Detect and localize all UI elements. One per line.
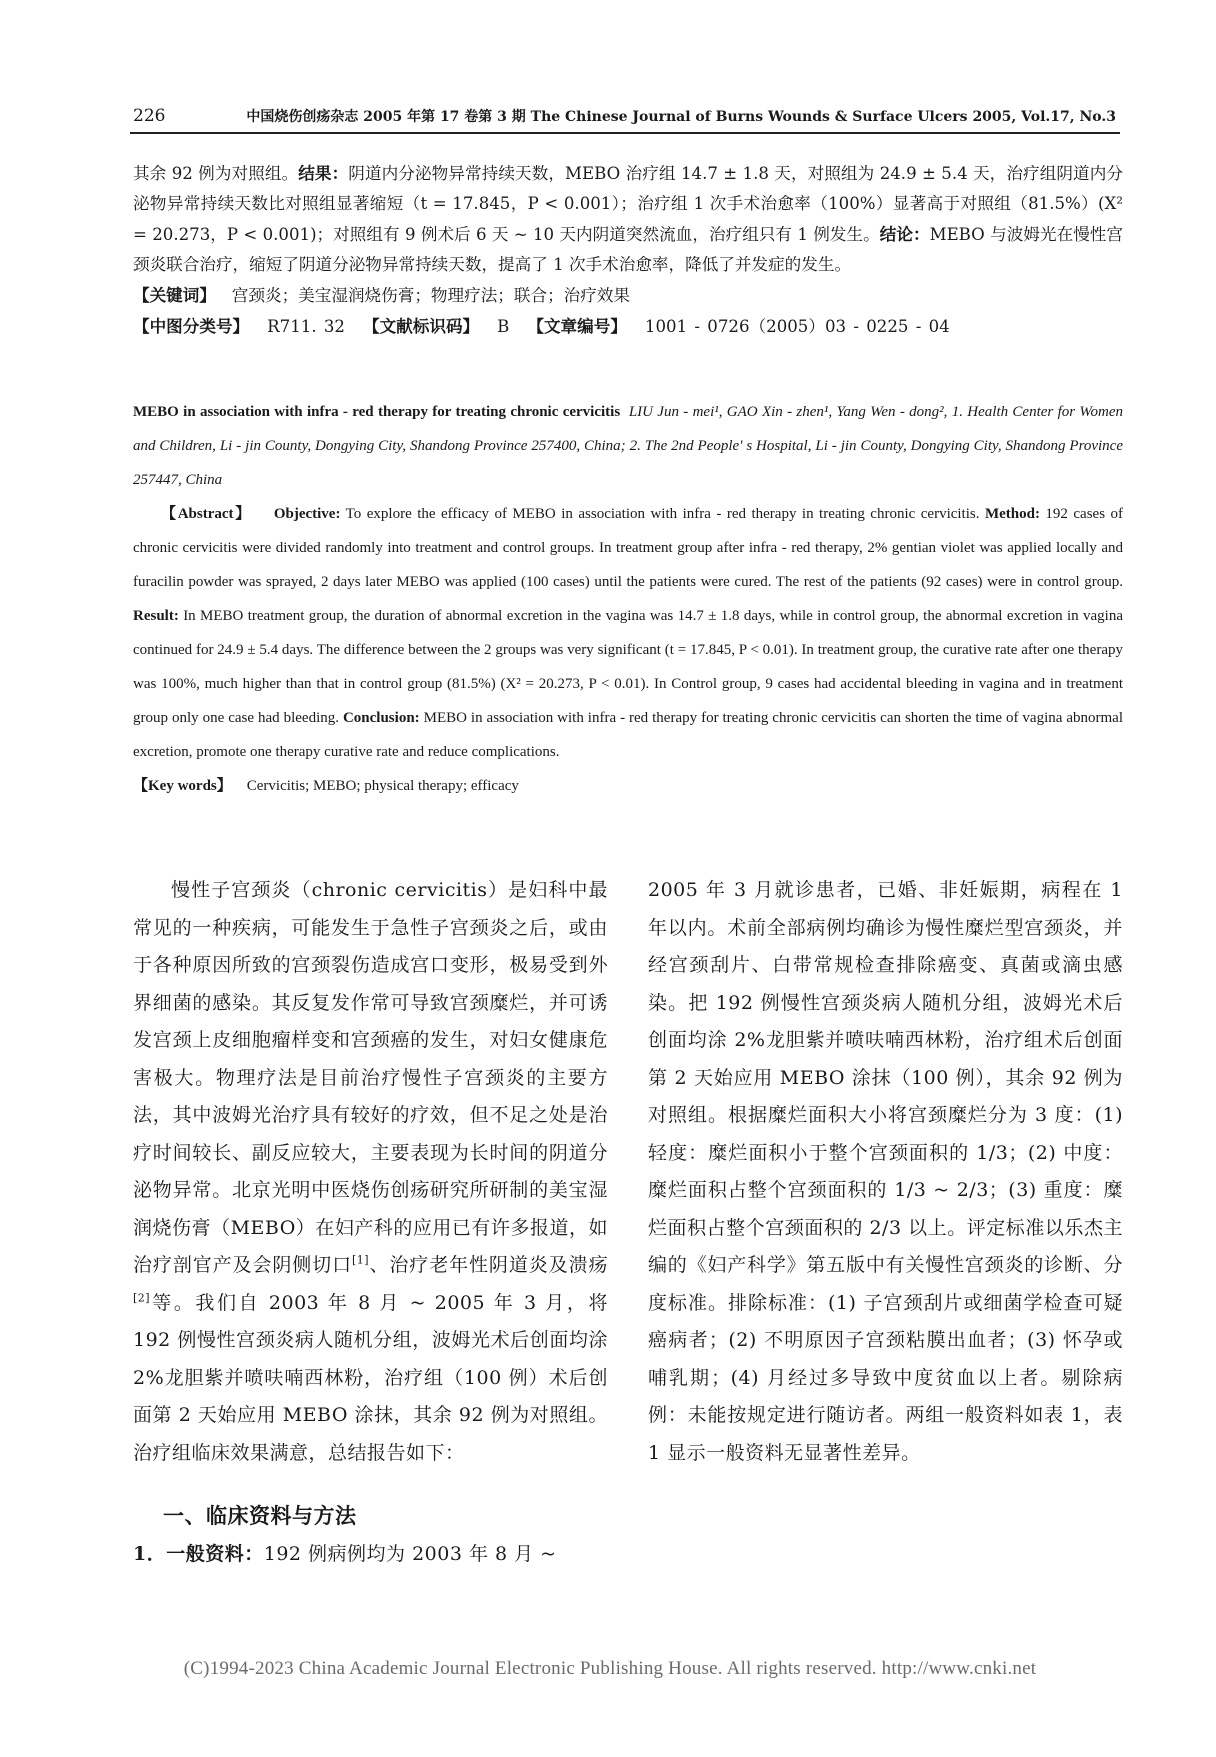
cn-result-label: 结果：: [298, 163, 349, 183]
intro-text-start: 慢性子宫颈炎（chronic cervicitis）是妇科中最常见的一种疾病，可能发生于急性子宫颈炎之后，或由于各种原因所致的宫颈裂伤造成宫口变形，极易受到外界细菌的感染。其反复发作常可导致宫颈糜烂，并可诱发宫颈上皮细胞瘤样变和宫颈癌的发生，对妇女健康危害极大。物理疗法是目前治疗慢性子宫颈炎的主要方法，其中波姆光治疗具有较好的疗效，但不足之处是治疗时间较长、副反应较大，主要表现为长时间的阴道分泌物异常。北京光明中医烧伤创疡研究所研制的美宝湿润烧伤膏（MEBO）在妇产科的应用已有许多报道，如治疗剖官产及会阴侧切口: [133, 879, 608, 1276]
en-keywords: [133, 769, 1123, 803]
en-conclusion-label: Conclusion:: [342, 710, 420, 726]
chinese-abstract: [133, 158, 1123, 342]
intro-text-end: 等。我们自 2003 年 8 月 ~ 2005 年 3 月，将 192 例慢性宫颈炎病人随机分组，波姆光术后创面均涂 2%龙胆紫并喷呋喃西林粉，治疗组（100 例）术后创面第 2 天始应用 MEBO 涂抹，其余 92 例为对照组。治疗组临床效果满意，总结报告如下：: [133, 1291, 608, 1464]
en-title-authors: [133, 395, 1123, 497]
doc-code-label: 【文献标识码】: [363, 316, 480, 336]
en-keywords-label: 【Key words】: [133, 778, 232, 794]
page-number: 226: [133, 106, 166, 126]
clc-value: R711. 32: [267, 317, 345, 336]
en-objective-label: Objective:: [273, 506, 341, 522]
doc-code-value: B: [497, 317, 510, 336]
english-abstract: [133, 395, 1123, 803]
en-title: MEBO in association with infra - red therapy for treating chronic cervicitis: [133, 404, 621, 420]
copyright-footer: (C)1994-2023 China Academic Journal Electronic Publishing House. All rights reserved. http://www.cnki.net: [183, 1658, 1037, 1679]
cn-keywords: [133, 280, 1123, 311]
cn-continuation: 其余 92 例为对照组。: [133, 164, 299, 183]
right-column: [648, 872, 1123, 1632]
citation-1: [1]: [351, 1253, 370, 1267]
cn-conclusion-text: MEBO 与波姆光在慢性宫颈炎联合治疗，缩短了阴道分泌物异常持续天数，提高了 1 次手术治愈率，降低了并发症的发生。: [133, 225, 1124, 274]
en-conclusion-text: MEBO in association with infra - red therapy for treating chronic cervicitis can shorten the time of vagina abnormal excretion, promote one therapy curative rate and reduce complications.: [133, 710, 1124, 760]
left-column: [133, 872, 608, 1632]
subsection-general-data: [133, 1536, 608, 1574]
subsection-label: 1．一般资料：: [133, 1543, 264, 1565]
cn-keywords-label: 【关键词】: [133, 285, 216, 305]
methods-paragraph: 2005 年 3 月就诊患者，已婚、非妊娠期，病程在 1 年以内。术前全部病例均确诊为慢性糜烂型宫颈炎，并经宫颈刮片、白带常规检查排除癌变、真菌或滴虫感染。把 192 例慢性宫颈炎病人随机分组，波姆光术后创面均涂 2%龙胆紫并喷呋喃西林粉，治疗组术后创面第 2 天始应用 MEBO 涂抹（100 例），其余 92 例为对照组。根据糜烂面积大小将宫颈糜烂分为 3 度：(1) 轻度：糜烂面积小于整个宫颈面积的 1/3；(2) 中度：糜烂面积占整个宫颈面积的 1/3 ~ 2/3；(3) 重度：糜烂面积占整个宫颈面积的 2/3 以上。评定标准以乐杰主编的《妇产科学》第五版中有关慢性宫颈炎的诊断、分度标准。排除标准：(1) 子宫颈刮片或细菌学检查可疑癌病者；(2) 不明原因子宫颈粘膜出血者；(3) 怀孕或哺乳期；(4) 月经过多导致中度贫血以上者。剔除病例：未能按规定进行随访者。两组一般资料如表 1，表 1 显示一般资料无显著性差异。: [648, 879, 1123, 1464]
en-result-label: Result:: [133, 608, 179, 624]
cn-conclusion-label: 结论：: [879, 224, 930, 244]
header-rule: [130, 132, 1120, 134]
en-abstract-label: 【Abstract】: [161, 506, 252, 522]
body-columns: [133, 872, 1123, 1632]
en-authors: LIU Jun - mei¹, GAO Xin - zhen¹, Yang Wen - dong², 1. Health Center for Women and Children, Li - jin County, Dongying City, Shandong Province 257400, China; 2. The 2nd People' s Hospital, Li - jin County, Dongying City, Shandong Province 257447, China: [133, 404, 1124, 488]
citation-2: [2]: [133, 1291, 151, 1305]
en-keywords-text: Cervicitis; MEBO; physical therapy; efficacy: [246, 778, 519, 794]
en-objective-text: To explore the efficacy of MEBO in association with infra - red therapy in treating chronic cervicitis.: [345, 506, 980, 522]
article-no-label: 【文章编号】: [527, 316, 627, 336]
intro-text-mid: 、治疗老年性阴道炎及溃疡: [369, 1254, 608, 1276]
subsection-text: 192 例病例均为 2003 年 8 月 ~: [263, 1543, 557, 1565]
article-no-value: 1001 - 0726（2005）03 - 0225 - 04: [644, 317, 950, 336]
en-result-text: In MEBO treatment group, the duration of abnormal excretion in the vagina was 14.7 ± 1.8 days, while in control group, the abnormal excretion in vagina continued for 24.9 ± 5.4 days. The difference between the 2 groups was very significant (t = 17.845, P < 0.01). In treatment group, the curative rate after one therapy was 100%, much higher than that in control group (81.5%) (X² = 20.273, P < 0.01). In Control group, 9 cases had accidental bleeding in vagina and in treatment group only one case had bleeding.: [133, 608, 1124, 726]
cn-abstract-text: [133, 158, 1123, 280]
cn-classification: [133, 311, 1123, 342]
cn-result-text: 阴道内分泌物异常持续天数，MEBO 治疗组 14.7 ± 1.8 天，对照组为 24.9 ± 5.4 天，治疗组阴道内分泌物异常持续天数比对照组显著缩短（t = 17.845，P < 0.001）；治疗组 1 次手术治愈率（100%）显著高于对照组（81.5%）(X² = 20.273，P < 0.001)；对照组有 9 例术后 6 天 ~ 10 天内阴道突然流血，治疗组只有 1 例发生。: [133, 164, 1123, 244]
en-abstract-body: [133, 497, 1123, 769]
clc-label: 【中图分类号】: [133, 316, 250, 336]
en-method-text: 192 cases of chronic cervicitis were divided randomly into treatment and control groups. In treatment group after infra - red therapy, 2% gentian violet was applied locally and furacilin powder was sprayed, 2 days later MEBO was applied (100 cases) until the patients were cured. The rest of the patients (92 cases) were in control group.: [133, 506, 1123, 590]
running-header: [133, 106, 1116, 130]
en-method-label: Method:: [984, 506, 1040, 522]
section-heading: 一、临床资料与方法: [163, 1504, 357, 1528]
cn-keywords-text: 宫颈炎；美宝湿润烧伤膏；物理疗法；联合；治疗效果: [231, 286, 631, 305]
intro-paragraph: [133, 872, 608, 1472]
journal-citation: 中国烧伤创疡杂志 2005 年第 17 卷第 3 期 The Chinese Journal of Burns Wounds & Surface Ulcers 2005, Vol.17, No.3: [246, 109, 1116, 125]
